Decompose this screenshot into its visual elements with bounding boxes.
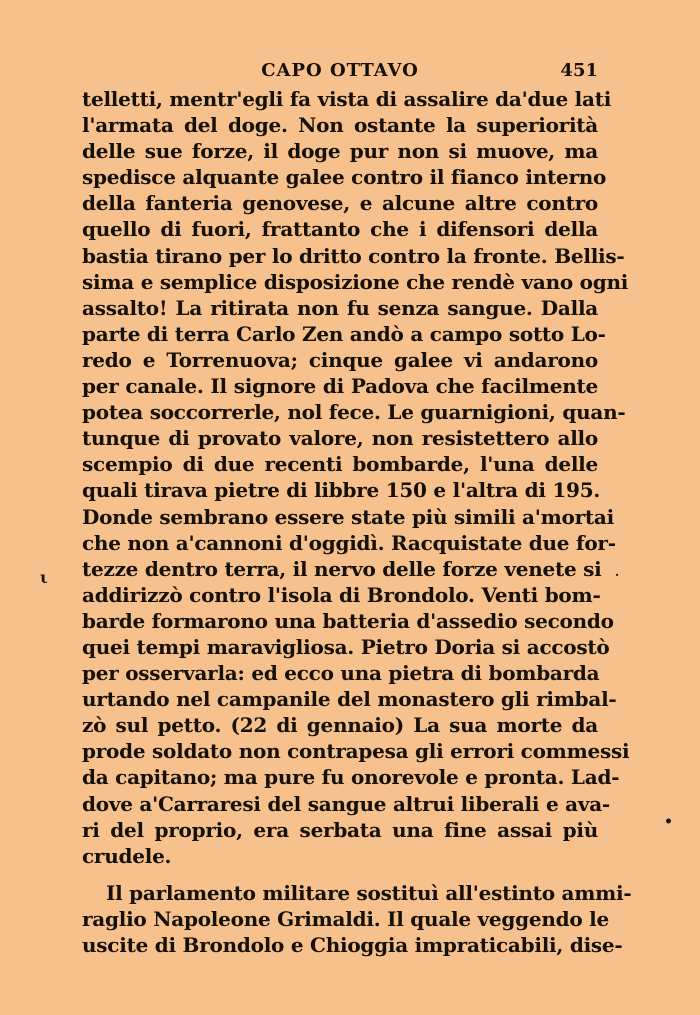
paragraph-2 <box>82 880 632 958</box>
text-line: tezze dentro terra, il nervo delle forze venete si <box>82 556 602 581</box>
text-line: urtando nel campanile del monastero gli rimbal- <box>82 687 617 712</box>
page-number: 451 <box>560 60 598 81</box>
margin-mark-right-lower: • <box>664 814 673 830</box>
text-line: assalto! La ritirata non fu senza sangue. Dalla <box>82 295 598 320</box>
text-line: ri del proprio, era serbata una fine assai più <box>82 817 598 842</box>
text-line: Il parlamento militare sostituì all'estinto ammi- <box>106 881 632 905</box>
paragraph-1 <box>82 86 630 869</box>
text-line: prode soldato non contrapesa gli errori commessi <box>82 739 630 764</box>
text-line: spedisce alquante galee contro il fianco interno <box>82 165 607 190</box>
text-line: sima e semplice disposizione che rendè vano ogni <box>82 269 629 294</box>
text-line: potea soccorrerle, nol fece. Le guarnigioni, quan- <box>82 400 626 425</box>
text-line: quali tirava pietre di libbre 150 e l'altra di 195. <box>82 478 601 503</box>
running-head: CAPO OTTAVO <box>261 60 419 81</box>
text-line: zò sul petto. (22 di gennaio) La sua morte da <box>82 713 598 738</box>
text-line: l'armata del doge. Non ostante la superiorità <box>82 113 598 138</box>
text-line: redo e Torrenuova; cinque galee vi andarono <box>82 347 598 372</box>
text-line: scempio di due recenti bombarde, l'una delle <box>82 452 598 477</box>
text-line: Donde sembrano essere state più simili a'mortai <box>82 504 614 529</box>
text-line: crudele. <box>82 843 172 868</box>
text-line: da capitano; ma pure fu onorevole e pronta. Lad- <box>82 765 620 790</box>
text-line: quello di fuori, frattanto che i difensori della <box>82 217 598 242</box>
text-line: uscite di Brondolo e Chioggia impraticabili, dise- <box>82 933 623 958</box>
text-line: parte di terra Carlo Zen andò a campo sotto Lo- <box>82 321 606 346</box>
page-header <box>82 58 598 86</box>
margin-mark-left: ι <box>40 568 48 587</box>
text-line: per osservarla: ed ecco una pietra di bombarda <box>82 661 600 686</box>
text-line: telletti, mentr'egli fa vista di assalire da'due lati <box>82 87 612 111</box>
text-line: barde formarono una batteria d'assedio secondo <box>82 608 614 633</box>
margin-mark-right: · <box>615 568 620 582</box>
text-line: che non a'cannoni d'oggidì. Racquistate due for- <box>82 530 616 555</box>
text-line: addirizzò contro l'isola di Brondolo. Venti bom- <box>82 582 601 607</box>
text-line: quei tempi maravigliosa. Pietro Doria si accostò <box>82 634 610 659</box>
text-line: bastia tirano per lo dritto contro la fronte. Bellis- <box>82 243 625 268</box>
text-line: dove a'Carraresi del sangue altrui liberali e ava- <box>82 791 610 816</box>
text-line: tunque di provato valore, non resistettero allo <box>82 426 598 451</box>
text-line: della fanteria genovese, e alcune altre contro <box>82 191 598 216</box>
text-line: delle sue forze, il doge pur non si muove, ma <box>82 139 598 164</box>
text-line: per canale. Il signore di Padova che facilmente <box>82 374 598 399</box>
text-line: raglio Napoleone Grimaldi. Il quale veggendo le <box>82 907 609 932</box>
